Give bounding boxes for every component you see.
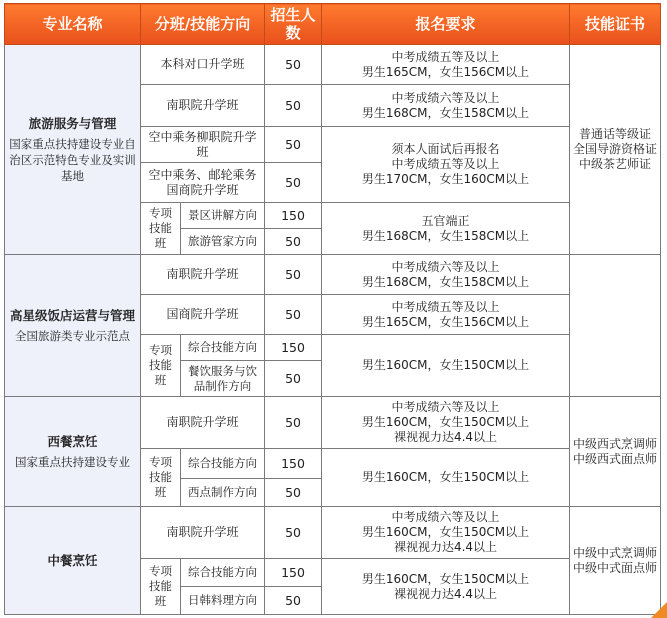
enroll-count: 50 [265,255,322,295]
certificate-item: 全国导游资格证 [573,142,658,156]
major-cell [5,45,141,255]
certificate-item: 中级中式烹调师 [573,545,658,560]
direction-name: 旅游管家方向 [181,229,265,255]
special-class-label: 专项技能班 [141,559,181,615]
direction-name: 日韩料理方向 [181,587,265,615]
requirements-cell [322,449,570,507]
certificate-item: 中级茶艺师证 [579,157,652,171]
requirements-cell [322,255,570,295]
requirement-line: 男生168CM，女生158CM以上 [361,105,530,120]
special-class-label: 专项技能班 [141,203,181,255]
requirement-line: 中考成绩五等及以上 [391,49,500,64]
class-name: 南职院升学班 [141,507,265,559]
enroll-count: 50 [265,127,322,163]
header-count: 招生人数 [265,4,322,45]
requirement-line: 裸视视力达4.4以上 [393,586,498,601]
requirement-line: 男生160CM，女生150CM以上 [361,525,530,539]
requirements-cell [322,203,570,255]
requirement-line: 男生170CM，女生160CM以上 [361,172,530,186]
requirement-line: 男生160CM，女生150CM以上 [361,415,530,429]
requirements-cell [322,127,570,203]
direction-name: 景区讲解方向 [181,203,265,229]
header-row [5,4,661,45]
requirement-line: 男生165CM，女生156CM以上 [361,64,530,79]
certificates-cell [570,255,661,397]
header-class: 分班/技能方向 [141,4,265,45]
major-desc: 国家重点扶持建设专业 [15,455,130,469]
class-name: 空中乘务、邮轮乘务国商院升学班 [141,163,265,203]
major-name: 中餐烹饪 [47,553,98,568]
table-row [5,255,661,295]
certificate-item: 普通话等级证 [579,127,652,141]
requirement-line: 男生160CM，女生150CM以上 [361,571,530,586]
enroll-count: 150 [265,203,322,229]
class-name: 南职院升学班 [141,397,265,449]
major-name: 西餐烹饪 [47,434,98,449]
requirement-line: 中考成绩六等及以上 [391,400,500,414]
special-class-label: 专项技能班 [141,335,181,397]
direction-name: 综合技能方向 [181,449,265,479]
requirement-line: 男生160CM，女生150CM以上 [361,358,530,372]
enroll-count: 50 [265,229,322,255]
requirement-line: 男生168CM，女生158CM以上 [361,274,530,289]
major-desc: 全国旅游类专业示范点 [15,329,130,343]
table-row [5,397,661,449]
major-name: 高星级饭店运营与管理 [9,308,135,323]
table-row [5,507,661,559]
enroll-count: 50 [265,397,322,449]
direction-name: 西点制作方向 [181,479,265,507]
class-name: 本科对口升学班 [141,45,265,85]
table-row [5,45,661,85]
requirements-cell [322,559,570,615]
enroll-count: 50 [265,85,322,127]
corner-decoration [651,602,667,618]
requirement-line: 中考成绩六等及以上 [391,259,500,274]
requirement-line: 裸视视力达4.4以上 [393,540,498,554]
special-class-label: 专项技能班 [141,449,181,507]
enroll-count: 50 [265,587,322,615]
enroll-count: 150 [265,559,322,587]
certificate-item: 中级中式面点师 [573,560,658,575]
certificate-item: 中级西式面点师 [573,451,658,466]
header-major: 专业名称 [5,4,141,45]
enroll-count: 50 [265,163,322,203]
class-name: 南职院升学班 [141,85,265,127]
header-certificates: 技能证书 [570,4,661,45]
requirements-cell [322,335,570,397]
major-desc: 国家重点扶持建设专业自治区示范特色专业及实训基地 [9,137,136,183]
requirement-line: 男生160CM，女生150CM以上 [361,470,530,484]
major-cell [5,507,141,615]
enroll-count: 50 [265,295,322,335]
enroll-count: 50 [265,479,322,507]
certificate-item: 中级西式烹调师 [573,436,658,451]
requirements-cell [322,397,570,449]
enroll-count: 50 [265,45,322,85]
class-name: 空中乘务柳职院升学班 [141,127,265,163]
certificates-cell [570,397,661,507]
enroll-count: 150 [265,335,322,361]
class-name: 南职院升学班 [141,255,265,295]
major-cell [5,255,141,397]
enroll-count: 50 [265,507,322,559]
requirement-line: 须本人面试后再报名 [391,142,500,156]
class-name: 国商院升学班 [141,295,265,335]
major-cell [5,397,141,507]
enrollment-table [4,3,661,615]
major-name: 旅游服务与管理 [28,116,117,131]
enroll-count: 50 [265,361,322,397]
header-requirements: 报名要求 [322,4,570,45]
certificates-cell [570,45,661,255]
direction-name: 餐饮服务与饮品制作方向 [181,361,265,397]
requirement-line: 中考成绩五等及以上 [391,157,500,171]
requirement-line: 中考成绩六等及以上 [391,510,500,524]
requirement-line: 男生165CM，女生156CM以上 [361,314,530,329]
requirement-line: 裸视视力达4.4以上 [393,430,498,444]
direction-name: 综合技能方向 [181,559,265,587]
requirements-cell [322,295,570,335]
requirements-cell [322,85,570,127]
direction-name: 综合技能方向 [181,335,265,361]
requirement-line: 五官端正 [421,213,470,228]
certificates-cell [570,507,661,615]
requirement-line: 男生168CM，女生158CM以上 [361,228,530,243]
requirements-cell [322,507,570,559]
requirements-cell [322,45,570,85]
enroll-count: 150 [265,449,322,479]
requirement-line: 中考成绩五等及以上 [391,299,500,314]
requirement-line: 中考成绩六等及以上 [391,90,500,105]
